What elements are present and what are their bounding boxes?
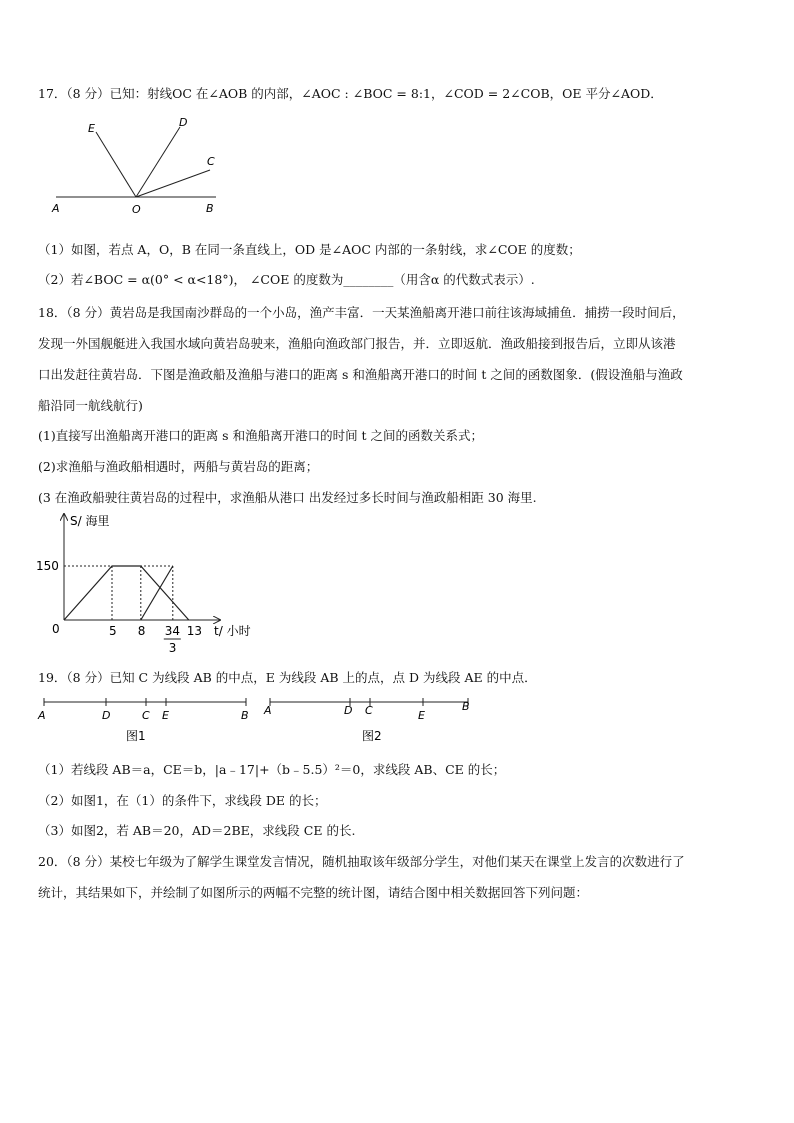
q18-s3: (3 在渔政船驶往黄岩岛的过程中，求渔船从港口 出发经过多长时间与渔政船相距 30 海里. [38,490,537,505]
q19-s3: （3）如图2，若 AB＝20，AD＝2BE，求线段 CE 的长. [38,823,356,838]
x-tick-fraction-denominator: 3 [168,641,177,655]
origin-label: 0 [52,622,60,636]
fig2-label-E: E [418,709,425,722]
q19-s2: （2）如图1，在（1）的条件下，求线段 DE 的长； [38,793,327,808]
q20-p1: 20．（8 分）某校七年级为了解学生课堂发言情况，随机抽取该年级部分学生，对他们某天在课堂上发言的次数进行了 [38,854,685,869]
fig1-label-E: E [162,709,169,722]
q17-sub2: （2）若∠BOC = α(0° < α<18°)， ∠COE 的度数为________（用含α 的代数式表示）. [38,272,535,287]
fig2-label-D: D [344,704,353,717]
x-tick-label: 13 [186,624,203,638]
series-line-0 [64,566,189,620]
q18-p3: 口出发赶往黄岩岛．下图是渔政船及渔船与港口的距离 s 和渔船离开港口的时间 t 之间的函数图象．(假设渔船与渔政 [38,367,683,382]
q18-s1: (1)直接写出渔船离开港口的距离 s 和渔船离开港口的时间 t 之间的函数关系式； [38,428,484,443]
label-O: O [132,203,141,216]
fig2-label-A: A [264,704,272,717]
x-tick-label: 8 [137,624,146,638]
q19-figure1 [36,692,266,752]
q17-line1: 17．（8 分）已知：射线OC 在∠AOB 的内部，∠AOC : ∠BOC = 8:1，∠COD = 2∠COB，OE 平分∠AOD． [38,86,663,101]
fig2-caption: 图2 [362,729,382,743]
fig1-label-D: D [102,709,111,722]
q18-p2: 发现一外国舰艇进入我国水域向黄岩岛驶来，渔船向渔政部门报告，并．立即返航．渔政船接到报告后，立即从该港 [38,336,676,351]
label-E: E [88,122,95,135]
x-tick-label: 5 [109,624,117,638]
q19-s1: （1）若线段 AB＝a，CE＝b，|a﹣17|+（b﹣5.5）²＝0，求线段 AB、CE 的长； [38,762,506,777]
label-D: D [179,116,188,129]
x-axis-label: t/ 小时 [214,624,251,638]
q18-chart [30,508,270,658]
label-A: A [52,202,60,215]
q18-p4: 船沿同一航线航行) [38,398,143,413]
label-B: B [206,202,214,215]
fig1-caption: 图1 [126,729,146,743]
q19-figure2 [262,692,482,752]
fig1-label-B: B [241,709,249,722]
x-tick-fraction-numerator: 34 [164,624,181,638]
label-C: C [207,155,215,168]
fig2-label-C: C [365,704,373,717]
y-axis-label: S/ 海里 [70,514,110,528]
y-tick-label: 150 [36,559,59,573]
q18-s2: (2)求渔船与渔政船相遇时，两船与黄岩岛的距离； [38,459,319,474]
fig1-label-A: A [38,709,46,722]
fig2-label-B: B [462,700,470,713]
q19-line1: 19．（8 分）已知 C 为线段 AB 的中点，E 为线段 AB 上的点，点 D 为线段 AE 的中点． [38,670,537,685]
q17-figure [48,112,228,217]
q20-p2: 统计，其结果如下，并绘制了如图所示的两幅不完整的统计图，请结合图中相关数据回答下列问题： [38,885,589,900]
q17-sub1: （1）如图，若点 A，O，B 在同一条直线上，OD 是∠AOC 内部的一条射线，求∠COE 的度数； [38,242,581,257]
series-line-1 [141,566,173,620]
q18-p1: 18．（8 分）黄岩岛是我国南沙群岛的一个小岛，渔产丰富．一天某渔船离开港口前往该海域捕鱼．捕捞一段时间后， [38,305,685,320]
fig1-label-C: C [142,709,150,722]
